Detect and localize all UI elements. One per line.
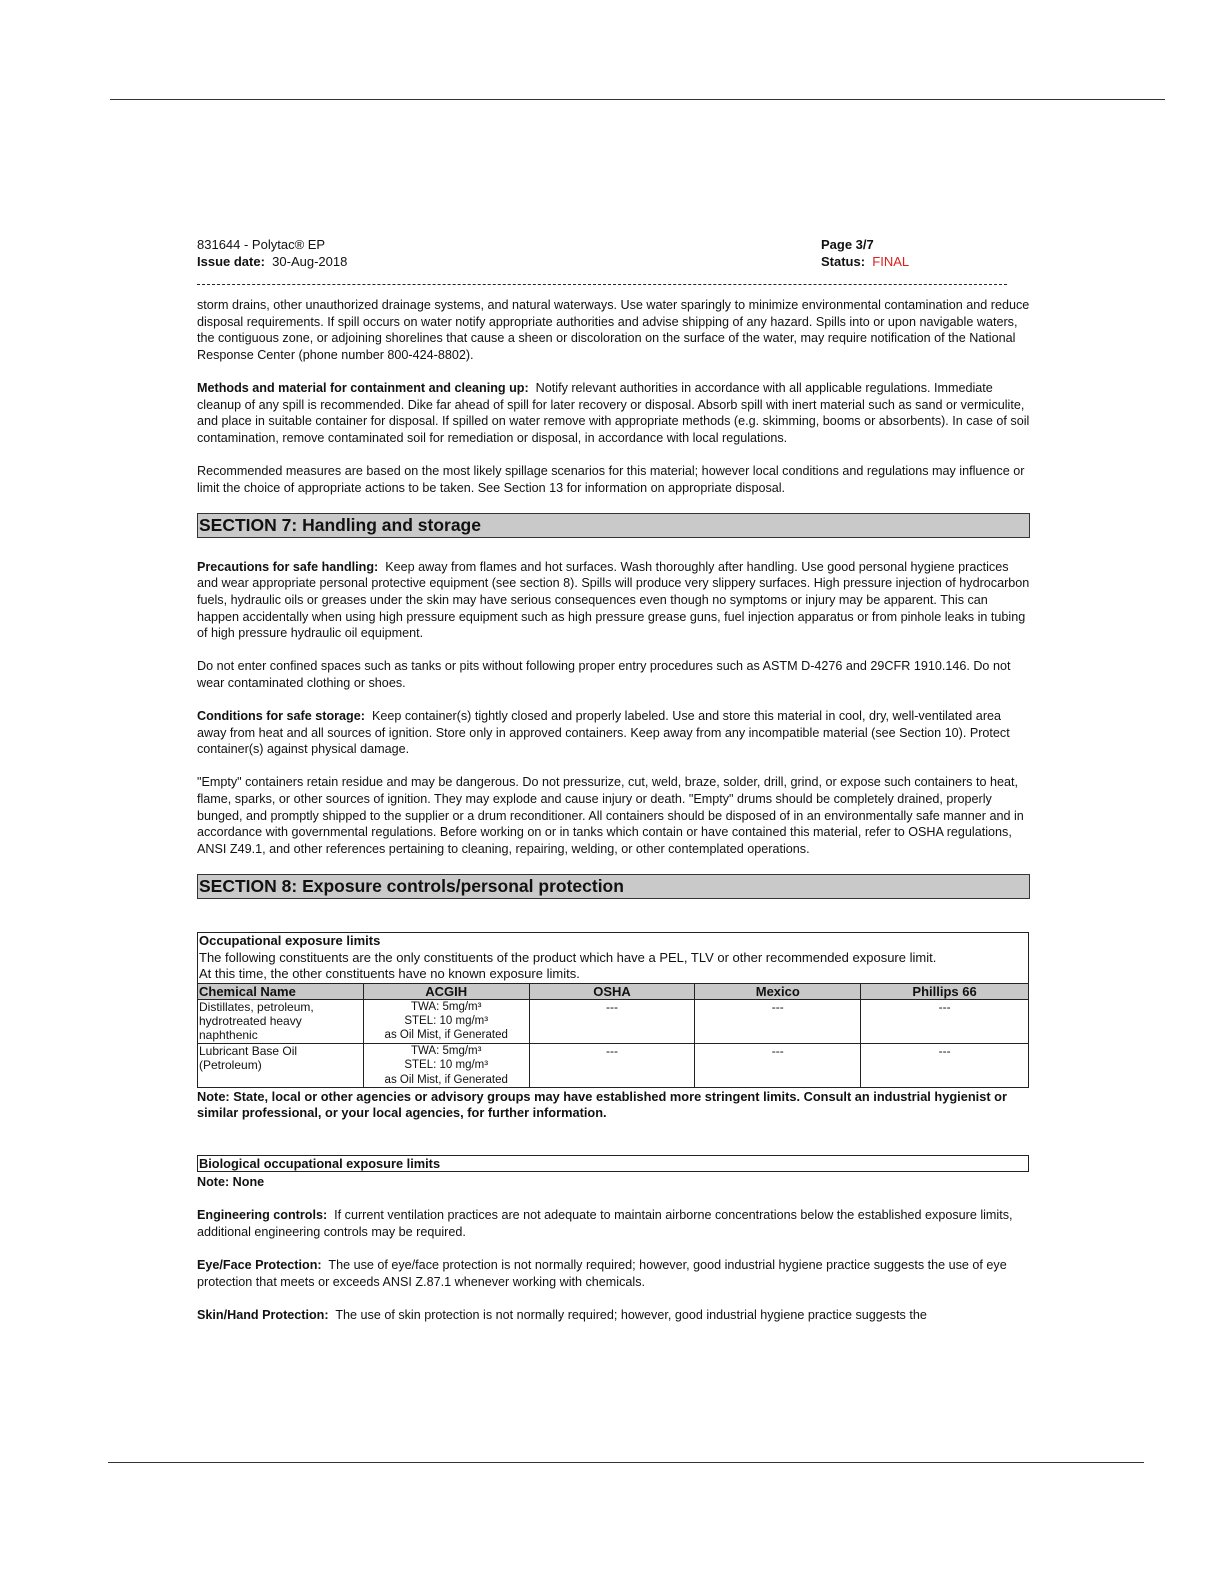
table-row <box>198 999 1029 1043</box>
osha-cell: --- <box>529 1043 695 1087</box>
column-header-mexico: Mexico <box>695 983 861 999</box>
acgih-cell <box>363 999 529 1043</box>
acgih-twa: TWA: 5mg/m³ <box>410 1044 482 1057</box>
skin-protection-text: The use of skin protection is not normally required; however, good industrial hygiene practice suggests the <box>335 1307 927 1322</box>
table-row <box>198 1043 1029 1087</box>
section-8-heading: SECTION 8: Exposure controls/personal protection <box>197 874 1030 899</box>
acgih-cell <box>363 1043 529 1087</box>
skin-protection-label: Skin/Hand Protection: <box>197 1307 329 1322</box>
document-page <box>197 236 1031 1340</box>
acgih-stel: STEL: 10 mg/m³ <box>404 1059 489 1072</box>
phillips-cell: --- <box>861 1043 1029 1087</box>
section-7-heading: SECTION 7: Handling and storage <box>197 513 1030 538</box>
eye-protection-label: Eye/Face Protection: <box>197 1257 322 1272</box>
skin-protection-paragraph <box>197 1307 1031 1324</box>
header-divider <box>197 284 1007 285</box>
precautions-label: Precautions for safe handling: <box>197 559 379 574</box>
product-id: 831644 - Polytac® EP <box>197 237 326 252</box>
oel-intro-line-2: At this time, the other constituents have no known exposure limits. <box>199 966 580 981</box>
top-rule <box>110 99 1165 100</box>
table-intro-cell <box>198 933 1029 984</box>
acgih-note: as Oil Mist, if Generated <box>384 1029 508 1042</box>
exposure-note: Note: State, local or other agencies or advisory groups may have established more stringent limits. Consult an industrial hygienist or similar professional, or your local agencies, for further information. <box>197 1088 1007 1121</box>
header-left <box>197 236 347 270</box>
empty-containers-paragraph: "Empty" containers retain residue and may be dangerous. Do not pressurize, cut, weld, braze, solder, drill, grind, or expose such containers to heat, flame, sparks, or other sources of ignition. They may explode and cause injury or death. "Empty" drums should be completely drained, properly bunged, and promptly shipped to the supplier or a drum reconditioner. All containers should be disposed of in an environmentally safe manner and in accordance with governmental regulations. Before working on or in tanks which contain or have contained this material, refer to OSHA regulations, ANSI Z49.1, and other references pertaining to cleaning, repairing, welding, or other contemplated operations. <box>197 775 1024 856</box>
acgih-note: as Oil Mist, if Generated <box>384 1073 508 1086</box>
acgih-twa: TWA: 5mg/m³ <box>410 1000 482 1013</box>
confined-spaces-paragraph: Do not enter confined spaces such as tanks or pits without following proper entry procedures such as ASTM D-4276 and 29CFR 1910.146. Do not wear contaminated clothing or shoes. <box>197 659 1011 690</box>
column-header-phillips-66: Phillips 66 <box>861 983 1029 999</box>
storage-label: Conditions for safe storage: <box>197 709 365 724</box>
biological-limits-box: Biological occupational exposure limits <box>197 1155 1029 1172</box>
column-header-chemical-name: Chemical Name <box>198 983 364 999</box>
oel-intro-line-1: The following constituents are the only constituents of the product which have a PEL, TLV or other recommended exposure limit. <box>199 949 937 965</box>
mexico-cell: --- <box>695 1043 861 1087</box>
status-line <box>821 253 909 270</box>
precautions-paragraph <box>197 559 1031 642</box>
biological-note: Note: None <box>197 1174 265 1189</box>
column-header-acgih: ACGIH <box>363 983 529 999</box>
eye-protection-paragraph <box>197 1257 1031 1290</box>
osha-cell: --- <box>529 999 695 1043</box>
engineering-label: Engineering controls: <box>197 1208 328 1223</box>
chemical-name-cell: Distillates, petroleum, hydrotreated heavy naphthenic <box>198 999 364 1043</box>
issue-date-label: Issue date: <box>197 254 265 269</box>
status-badge: FINAL <box>872 254 910 269</box>
containment-paragraph <box>197 380 1031 446</box>
oel-title: Occupational exposure limits <box>199 933 381 948</box>
table-header-row <box>198 983 1029 999</box>
exposure-limits-table <box>197 932 1029 1088</box>
acgih-stel: STEL: 10 mg/m³ <box>404 1014 489 1027</box>
page-number: Page 3/7 <box>821 237 874 252</box>
eye-protection-text: The use of eye/face protection is not normally required; however, good industrial hygiene practice suggests the use of eye protection that meets or exceeds ANSI Z.87.1 whenever working with chemicals. <box>197 1257 1007 1289</box>
phillips-cell: --- <box>861 999 1029 1043</box>
spill-continuation-paragraph: storm drains, other unauthorized drainage systems, and natural waterways. Use water sparingly to minimize environmental contamination and reduce disposal requirements. If spill occurs on water notify appropriate authorities and advise shipping of any hazard. Spills into or upon navigable waters, the contiguous zone, or adjoining shorelines that cause a sheen or discoloration on the surface of the water, may require notification of the National Response Center (phone number 800-424-8802). <box>197 298 1030 362</box>
bottom-rule <box>108 1462 1144 1463</box>
storage-paragraph <box>197 708 1031 758</box>
status-label: Status: <box>821 254 866 269</box>
issue-date-line <box>197 253 347 270</box>
column-header-osha: OSHA <box>529 983 695 999</box>
precautions-text: Keep away from flames and hot surfaces. Wash thoroughly after handling. Use good personal hygiene practices and wear appropriate personal protective equipment (see section 8). Spills will produce very slippery surfaces. High pressure injection of hydrocarbon fuels, hydraulic oils or greases under the skin may have serious consequences even though no symptoms or injury may be apparent. This can happen accidentally when using high pressure equipment such as high pressure grease guns, fuel injection apparatus or from pinhole leaks in tubing of high pressure hydraulic oil equipment. <box>197 559 1030 641</box>
storage-text: Keep container(s) tightly closed and properly labeled. Use and store this material in cool, dry, well-ventilated area away from heat and all sources of ignition. Store only in approved containers. Keep away from any incompatible material (see Section 10). Protect container(s) against physical damage. <box>197 709 1010 757</box>
page-header <box>197 236 1031 272</box>
mexico-cell: --- <box>695 999 861 1043</box>
chemical-name-cell: Lubricant Base Oil (Petroleum) <box>198 1043 364 1087</box>
containment-text: Notify relevant authorities in accordance with all applicable regulations. Immediate cleanup of any spill is recommended. Dike far ahead of spill for later recovery or disposal. Absorb spill with inert material such as sand or vermiculite, and place in suitable container for disposal. If spilled on water remove with appropriate methods (e.g. skimming, booms or absorbents). In case of soil contamination, remove contaminated soil for remediation or disposal, in accordance with local regulations. <box>197 380 1030 445</box>
table-title-row <box>198 933 1029 984</box>
engineering-text: If current ventilation practices are not adequate to maintain airborne concentrations below the established exposure limits, additional engineering controls may be required. <box>197 1208 1013 1239</box>
containment-label: Methods and material for containment and cleaning up: <box>197 380 529 395</box>
issue-date-value: 30-Aug-2018 <box>272 254 348 269</box>
engineering-controls-paragraph <box>197 1207 1031 1240</box>
header-right <box>821 236 909 270</box>
recommended-measures-paragraph: Recommended measures are based on the most likely spillage scenarios for this material; however local conditions and regulations may influence or limit the choice of appropriate actions to be taken. See Section 13 for information on appropriate disposal. <box>197 463 1025 495</box>
